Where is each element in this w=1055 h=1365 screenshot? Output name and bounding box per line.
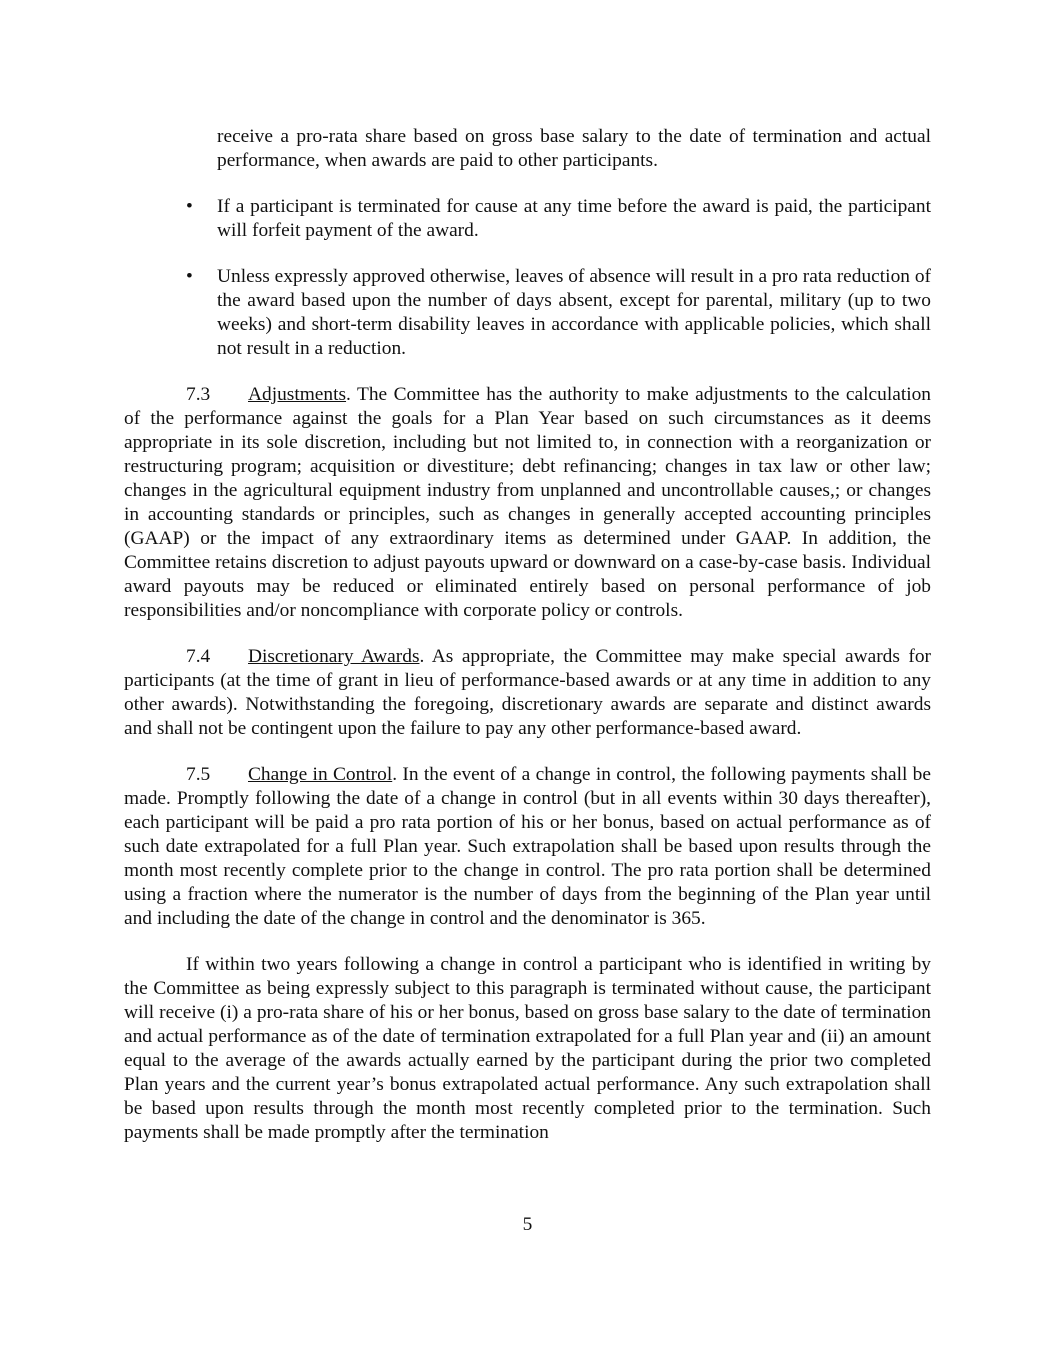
- continuation-paragraph: receive a pro-rata share based on gross base salary to the date of termination and actual performance, when awards are paid to other participants.: [217, 126, 931, 171]
- section-body: . The Committee has the authority to make adjustments to the calculation of the performance against the goals for a Plan Year based on such circumstances as it deems appropriate in its sole discretion, including but not limited to, in connection with a reorganization or restructuring program; acquisition or divestiture; debt refinancing; changes in tax law or other law; changes in the agricultural equipment industry from unplanned and uncontrollable causes,; or changes in accounting standards or principles, such as changes in generally accepted accounting principles (GAAP) or the impact of any extraordinary items as determined under GAAP. In addition, the Committee retains discretion to adjust payouts upward or downward on a case-by-case basis. Individual award payouts may be reduced or eliminated entirely based on personal performance of job responsibilities and/or noncompliance with corporate policy or controls.: [124, 384, 931, 621]
- document-page: [124, 125, 931, 1167]
- section-7-5-change-in-control: [124, 763, 931, 931]
- section-number: 7.5: [186, 764, 211, 785]
- section-body: . As appropriate, the Committee may make special awards for participants (at the time of grant in lieu of performance-based awards or at any time in addition to any other awards). Notwithstanding the foregoing, discretionary awards are separate and distinct awards and shall not be contingent upon the failure to pay any other performance-based award.: [124, 646, 932, 739]
- section-title: Adjustments: [248, 384, 347, 405]
- bullet-item-for-cause: [124, 195, 931, 243]
- bullet-icon: •: [186, 266, 193, 287]
- section-title: Change in Control: [248, 764, 393, 785]
- bullet-icon: •: [186, 196, 193, 217]
- change-in-control-termination-paragraph: If within two years following a change in control a participant who is identified in writing by the Committee as being expressly subject to this paragraph is terminated without cause, the participant will receive (i) a pro-rata share of his or her bonus, based on gross base salary to the date of termination and actual performance as of the date of termination extrapolated for a full Plan year and (ii) an amount equal to the average of the awards actually earned by the participant during the prior two completed Plan years and the current year’s bonus extrapolated actual performance. Any such extrapolation shall be based upon results through the month most recently completed prior to the termination. Such payments shall be made promptly after the termination: [124, 954, 931, 1143]
- page-number: 5: [522, 1214, 533, 1235]
- section-7-4-discretionary-awards: [124, 645, 931, 741]
- section-title: Discretionary Awards: [248, 646, 420, 667]
- section-number: 7.4: [186, 646, 211, 667]
- section-number: 7.3: [186, 384, 211, 405]
- section-7-3-adjustments: [124, 383, 931, 623]
- section-body: . In the event of a change in control, the following payments shall be made. Promptly following the date of a change in control (but in all events within 30 days thereafter), each participant will be paid a pro rata portion of his or her bonus, based on actual performance as of such date extrapolated for a full Plan year. Such extrapolation shall be based upon results through the month most recently complete prior to the change in control. The pro rata portion shall be determined using a fraction where the numerator is the number of days from the beginning of the Plan year until and including the date of the change in control and the denominator is 365.: [124, 764, 931, 929]
- bullet-item-leaves-of-absence: [124, 265, 931, 361]
- bullet-text: Unless expressly approved otherwise, leaves of absence will result in a pro rata reduction of the award based upon the number of days absent, except for parental, military (up to two weeks) and short-term disability leaves in accordance with applicable policies, which shall not result in a reduction.: [217, 266, 931, 359]
- bullet-text: If a participant is terminated for cause at any time before the award is paid, the participant will forfeit payment of the award.: [217, 196, 931, 241]
